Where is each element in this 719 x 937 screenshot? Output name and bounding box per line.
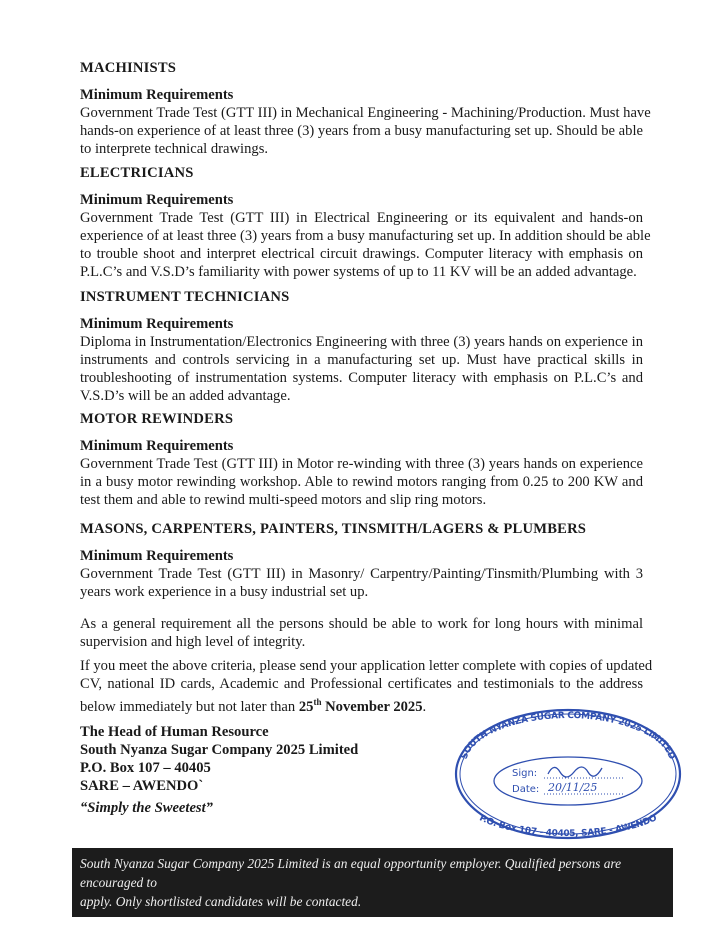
job-section (80, 289, 643, 405)
stamp-date-value: 20/11/25 (548, 781, 598, 794)
job-section (80, 521, 643, 601)
address-line: P.O. Box 107 – 40405 (80, 760, 211, 776)
text-line: instruments and controls servicing in a manufacturing set up. Must have practical skills in (80, 352, 643, 368)
text-line (80, 693, 426, 716)
text-line: experience of at least three (3) years from a busy manufacturing set up. In addition should be able (80, 228, 651, 244)
text-line: Government Trade Test (GTT III) in Masonry/ Carpentry/Painting/Tinsmith/Plumbing with 3 (80, 566, 643, 582)
stamp-bottom-text: P.O. Box 107 - 40405, SARE - AWENDO (477, 813, 659, 840)
text-line: troubleshooting of instrumentation systems. Computer literacy with emphasis on P.L.C’s and (80, 370, 643, 386)
text-line: Government Trade Test (GTT III) in Mechanical Engineering - Machining/Production. Must have (80, 105, 651, 121)
svg-text:P.O. Box 107 - 40405, SARE - A (478, 813, 659, 839)
stamp-top-text: SOUTH NYANZA SUGAR COMPANY 2025 LIMITED (459, 710, 677, 761)
section-subtitle: Minimum Requirements (80, 548, 234, 564)
text-line: If you meet the above criteria, please send your application letter complete with copies of updated (80, 658, 653, 674)
deadline-sup: th (313, 697, 322, 707)
address-line: South Nyanza Sugar Company 2025 Limited (80, 742, 359, 758)
deadline (299, 699, 423, 715)
section-title: MOTOR REWINDERS (80, 411, 234, 427)
text-line: V.S.D’s will be an added advantage. (80, 388, 291, 404)
text-line: Government Trade Test (GTT III) in Electrical Engineering or its equivalent and hands-on (80, 210, 643, 226)
section-subtitle: Minimum Requirements (80, 192, 234, 208)
footer-line: apply. Only shortlisted candidates will be contacted. (80, 894, 362, 909)
text-line: hands-on experience of at least three (3) years from a busy manufacturing set up. Should be able (80, 123, 643, 139)
text-line: to trouble shoot and interpret electrical circuit drawings. Computer literacy with emphasis on (80, 246, 643, 262)
company-stamp (452, 706, 684, 842)
section-subtitle: Minimum Requirements (80, 316, 234, 332)
text-line: As a general requirement all the persons should be able to work for long hours with minimal (80, 616, 643, 632)
text-line: CV, national ID cards, Academic and Professional certificates and testimonials to the address (80, 676, 643, 692)
text: below immediately but not later than (80, 698, 299, 715)
text-line: supervision and high level of integrity. (80, 634, 306, 650)
footer-line: South Nyanza Sugar Company 2025 Limited is an equal opportunity employer. Qualified persons are encouraged to (80, 856, 622, 890)
signature-icon (548, 767, 602, 777)
text-line: test them and able to rewind multi-speed motors and slip ring motors. (80, 492, 487, 508)
address-line: SARE – AWENDO` (80, 778, 204, 794)
job-section (80, 411, 643, 509)
svg-text:SOUTH NYANZA SUGAR COMPANY 202 (460, 711, 677, 761)
stamp-sign-label: Sign: (512, 768, 538, 779)
text-line: Diploma in Instrumentation/Electronics Engineering with three (3) years hands on experience in (80, 334, 643, 350)
deadline-rest: November 2025 (321, 698, 423, 715)
section-subtitle: Minimum Requirements (80, 87, 234, 103)
job-section (80, 60, 651, 158)
section-subtitle: Minimum Requirements (80, 438, 234, 454)
text-line: years work experience in a busy industrial set up. (80, 584, 369, 600)
section-title: MASONS, CARPENTERS, PAINTERS, TINSMITH/LAGERS & PLUMBERS (80, 521, 587, 537)
job-section (80, 165, 651, 281)
text: . (422, 698, 427, 715)
section-title: ELECTRICIANS (80, 165, 194, 181)
address-line: The Head of Human Resource (80, 724, 269, 740)
stamp-date-label: Date: (512, 784, 540, 795)
equal-opportunity-footer (72, 848, 673, 917)
section-title: MACHINISTS (80, 60, 177, 76)
section-title: INSTRUMENT TECHNICIANS (80, 289, 290, 305)
deadline-day: 25 (298, 698, 314, 715)
general-requirement (80, 615, 643, 651)
text-line: in a busy motor rewinding workshop. Able to rewind motors ranging from 0.25 to 200 KW and (80, 474, 643, 490)
slogan: “Simply the Sweetest” (80, 800, 213, 816)
text-line: to interprete technical drawings. (80, 141, 269, 157)
address-block (80, 723, 450, 795)
text-line: P.L.C’s and V.S.D’s familiarity with power systems of up to 11 KV will be an added advantage. (80, 264, 637, 280)
text-line: Government Trade Test (GTT III) in Motor re-winding with three (3) years hands on experience (80, 456, 643, 472)
